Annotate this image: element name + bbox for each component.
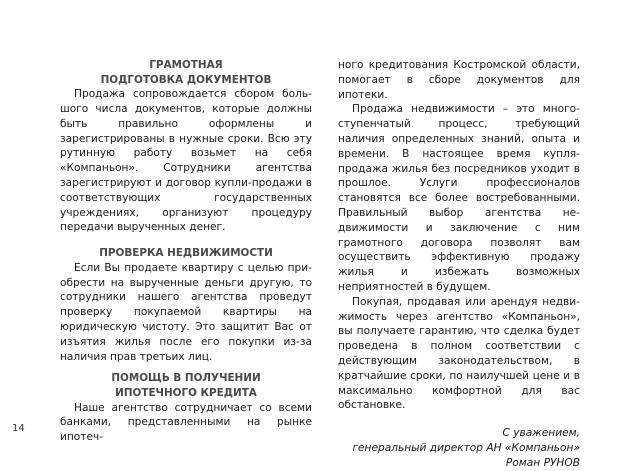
section-heading-documents: ГРАМОТНАЯ ПОДГОТОВКА ДОКУМЕНТОВ xyxy=(100,59,272,86)
signature-block xyxy=(338,426,580,471)
paragraph-multistage-process: Продажа недвижимости – это многоступенчатый процесс, требующий наличия определенных знаний, опыта и времени. В настоящее время купля-продажа жилья без посредников уходит в прошлое. Услуги профессионалов становятся все более востребованными. Правильный выбор агентства недвижимости и заключение с ним грамотного договора позволят вам осуществить эффективную продажу жилья и избежать возможных неприятностей в будущем. xyxy=(338,103,580,293)
left-column xyxy=(60,58,312,445)
paragraph-guarantee: Покупая, продавая или арендуя недвижимость через агентство «Компаньон», вы получаете гарантию, что сделка будет проведена в полном соответствии с действующим законодательством, в кратчайшие сроки, по наилучшей цене и в максимально комфортной для вас обстановке. xyxy=(338,295,580,412)
signature-name: Роман РУНОВ xyxy=(505,457,580,470)
signature-title: генеральный директор АН «Компаньон» xyxy=(352,442,580,455)
right-column xyxy=(338,58,580,471)
signature-greeting: С уважением, xyxy=(502,427,580,440)
paragraph-property-check: Если Вы продаете квартиру с целью приобрести на вырученные деньги другую, то сотрудники нашего агентства проведут проверку покупаемой квартиры на юридическую чистоту. Это защитит Вас от изъятия жилья после его покупки из-за наличия прав третьих лиц. xyxy=(60,261,312,363)
section-heading-property-check: ПРОВЕРКА НЕДВИЖИМОСТИ xyxy=(99,247,273,260)
paragraph-mortgage: Наше агентство сотрудничает со всеми банками, представленными на рынке ипотеч- xyxy=(60,401,312,444)
paragraph-mortgage-continued: ного кредитования Костромской области, помогает в сборе документов для ипотеки. xyxy=(338,59,580,101)
page-number: 14 xyxy=(12,423,25,434)
section-heading-mortgage: ПОМОЩЬ В ПОЛУЧЕНИИ ИПОТЕЧНОГО КРЕДИТА xyxy=(111,372,261,399)
paragraph-documents: Продажа сопровождается сбором большого числа документов, которые должны быть правильно оформлены и зарегистрированы в нужные сроки. Всю эту рутинную работу возьмет на себя «Компаньон». Сотрудники агентства зарегистрируют и договор купли-продажи в соответствующих государственных учреждениях, организуют процедуру передачи вырученных денег. xyxy=(60,88,312,234)
